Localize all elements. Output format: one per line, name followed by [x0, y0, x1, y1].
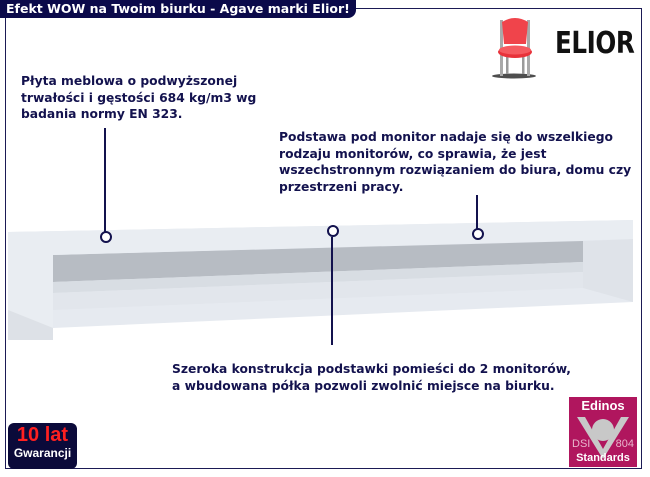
monitor-stand-image — [8, 210, 640, 340]
elior-logo-text: ELIOR — [555, 26, 635, 61]
callout-line-1 — [104, 128, 106, 232]
edinos-badge — [569, 397, 637, 467]
page-title: Efekt WOW na Twoim biurku - Agave marki Elior! — [0, 0, 356, 18]
callout-material: Płyta meblowa o podwyższonej trwałości i gęstości 684 kg/m3 wg badania normy EN 323. — [21, 74, 257, 121]
warranty-label: Gwarancji — [13, 446, 72, 460]
callout-capacity: Szeroka konstrukcja podstawki pomieści do 2 monitorów, a wbudowana półka pozwoli zwolnić miejsce na biurku. — [172, 362, 571, 393]
callout-line-3 — [331, 237, 333, 345]
warranty-badge — [8, 423, 77, 469]
callout-dot-1 — [100, 231, 112, 243]
edinos-title: Edinos — [581, 398, 625, 413]
callout-compatibility: Podstawa pod monitor nadaje się do wszelkiego rodzaju monitorów, co sprawia, że jest wszechstronnym rozwiązaniem do biura, domu czy przestrzeni pracy. — [279, 130, 632, 194]
callout-dot-3 — [327, 225, 339, 237]
edinos-standards: Standards — [576, 452, 630, 464]
warranty-years: 10 lat — [16, 424, 69, 446]
edinos-number: 804 — [615, 438, 634, 450]
callout-line-2 — [476, 195, 478, 229]
callout-dot-2 — [472, 228, 484, 240]
edinos-dsi: DSI — [572, 438, 591, 450]
